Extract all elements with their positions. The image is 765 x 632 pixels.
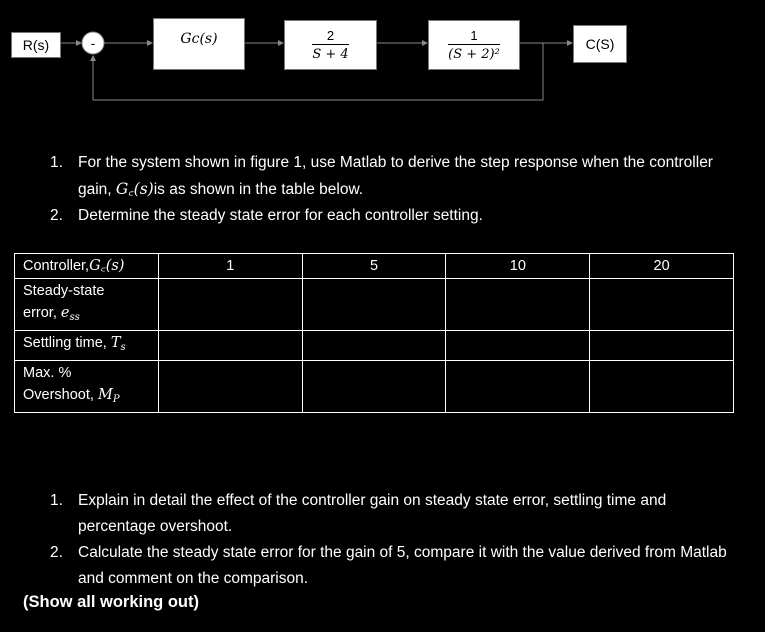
table-cell[interactable] [302,279,446,331]
table-row-steady-state [15,279,734,331]
table-cell[interactable] [446,361,590,413]
table-cell[interactable] [302,361,446,413]
table-cell[interactable] [302,331,446,361]
controller-label: Gc(s) [180,31,218,47]
footer-note: (Show all working out) [23,593,199,611]
table-cell[interactable] [590,361,734,413]
output-label-box [573,25,627,63]
table-header-row [15,254,734,279]
table-cell[interactable] [590,279,734,331]
summer-minus-sign: - [90,35,96,51]
question-top-1: 1. For the system shown in figure 1, use Matlab to derive the step response when the controller gain, G꜀(s)is as shown in the table below. [50,154,713,198]
table-cell[interactable] [158,331,302,361]
table-cell[interactable] [446,279,590,331]
plant2-denominator: (S + 2)² [448,47,500,62]
table-cell[interactable] [158,361,302,413]
input-label: R(s) [22,37,50,53]
gain-cell: 20 [590,254,734,279]
gain-cell: 5 [302,254,446,279]
table-row-settling-time [15,331,734,361]
table-row-overshoot [15,361,734,413]
plant1-numerator: 2 [326,28,335,43]
plant1-denominator: S + 4 [312,47,349,62]
question-bottom-1: 1. Explain in detail the effect of the controller gain on steady state error, settling time and percentage overshoot. [50,492,667,535]
table-cell[interactable] [590,331,734,361]
question-top-2: 2. Determine the steady state error for each controller setting. [50,207,483,224]
block-diagram [0,0,765,120]
questions-bottom [50,488,740,592]
header-label-cell: Controller,G꜀(s) [15,254,159,279]
row-label: Steady-state error, $e_{ss}$ [15,279,159,331]
plant-block-1 [284,20,377,70]
plant-block-2 [428,20,520,70]
question-bottom-2: 2. Calculate the steady state error for the gain of 5, compare it with the value derived from Matlab and comment on the comparison. [50,544,727,587]
plant2-numerator: 1 [470,28,478,43]
gain-cell: 1 [158,254,302,279]
questions-top [50,150,740,229]
input-label-box [11,32,61,58]
gain-cell: 10 [446,254,590,279]
row-label: Settling time, $T_s$ [15,331,159,361]
table-cell[interactable] [446,331,590,361]
results-table [14,253,734,413]
table-cell[interactable] [158,279,302,331]
output-label: C(S) [585,36,615,52]
controller-block [153,18,245,70]
row-label: Max. % Overshoot, $M_P$ [15,361,159,413]
